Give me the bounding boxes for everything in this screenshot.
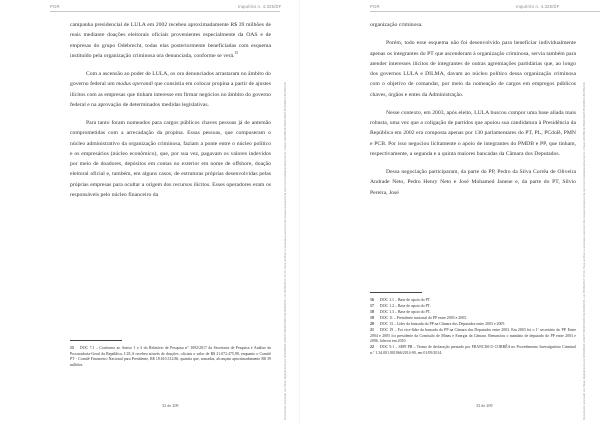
paragraph: Porém, todo esse esquema não foi desenvolvido para beneficiar individualmente apenas os integrantes do PT que ascenderam à organização criminosa, servia também para atender interesses ilícitos de integrantes de outras agremiações partidárias que, ao longo dos governos LULA e DILMA, davam ao núcleo político dessa organização criminosa com o objetivo de comandar, por meio da nomeação de cargos em empregos públicos chaves, órgãos e entes da Administração. — [370, 40, 576, 98]
paragraph: Nesse contexto, em 2003, após eleito, LULA buscou compor uma base aliada mais robusta, uma vez que a coligação de partidos que apoiou sua candidatura à Presidência da República em 2002 era composta apenas por 130 parlamentares do PT, PL, PCdoB, PMN e PCB. Por isso negociou lícitamente o apoio de integrantes do PMDB e PP, que tinham, respectivamente, a segunda e a quinta maiores bancadas da Câmara dos Deputados. — [370, 109, 576, 157]
paragraph-text: campanha presidencial de LULA em 2002 recebeu aproximadamente R$ 39 milhões de reais mediante doações eleitorais oficiais provenientes especialmente da OAS e de empresas do grupo Odebrecht, todas elas posteriormente beneficiadas com esquema instituído pela organização criminosa ora denunciada, conforme se verá. — [70, 22, 271, 59]
footnote-text: DOC 13 – Líder da bancada do PP na Câmara dos Deputados entre 2003 e 2005. — [379, 322, 506, 326]
footnote — [370, 316, 576, 322]
footnote — [70, 346, 271, 368]
footnote — [370, 328, 576, 345]
footnote-text: DOC 1.3 – Base de apoio do PT. — [379, 310, 431, 314]
right-page — [300, 0, 600, 424]
footnote-text: DOC 19 – Foi vice-líder da bancada do PP na Câmara dos Deputados entre 2003. Em 2003 foi o 1º secretário do PP. Entre 2004 e 2005 foi presidente da Comissão de Minas e Energia da Câmara. Renunciou o mandato de deputado do PP entre 2003 e 2006, faleceu em 2010. — [370, 328, 576, 344]
footnote-number: 16 — [370, 298, 374, 302]
running-header-right: Inquérito n. 4.325/DF — [516, 4, 560, 9]
footnote-text: DOC 1.2 – Base de apoio do PT. — [379, 304, 431, 308]
running-header-left: PGR — [50, 4, 60, 9]
italic-phrase: modus operandi — [116, 81, 153, 88]
footnote-number: 15 — [70, 346, 74, 350]
footnote — [370, 345, 576, 356]
footnote-number: 18 — [370, 310, 374, 314]
body-text — [370, 20, 576, 198]
footnote-separator — [70, 340, 122, 341]
header-rule — [370, 11, 600, 12]
paragraph: Com a ascensão ao poder de LULA, os ora denunciados arrastaram no âmbito do governo federal um modus operandi que consistia em colocar propina a partir de ajustes ilícitos com as empresas que tinham interesse em firmar negócios no âmbito do governo federal e na aprovação de determinados medidas legislativas. — [70, 71, 271, 108]
page-number: 33 de 209 — [476, 403, 493, 408]
margin-note-text: Documento assinado via Token digitalmente por RODRIGO JANOT MONTEIRO DE BARROS, em 05/09/2017 17:23. Para verificar a assinatura acesse http://www.transparencia.mpf.mp.br/validacaodocumento. Chave 20A0B91E.B6E1DE38.B7A03BC3.8F6B3A4C — [582, 82, 586, 420]
footnote-ref[interactable]: 15 — [234, 50, 239, 55]
footnote-number: 22 — [370, 345, 374, 349]
footnote — [370, 322, 576, 328]
footnote — [370, 304, 576, 310]
margin-signature-note — [583, 60, 593, 420]
paragraph: Para tanto foram nomeados para cargos públicos chaves pessoas já de antemão comprometidas com a arrecadação da propina. Essas pessoas, que compuseram o núcleo administrativo da organização criminosa, faziam a ponte entre o núcleo político e os empresários (núcleo econômico), que, por sua vez, pagavam os valores indevidos por meio de doadores, depósitos em contas no exterior em nome de offshore, doação eleitoral oficial e, também, em alguns casos, de estruturas próprias desenvolvidas pelas próprias empresas para ocultar a origem dos recursos ilícitos. Esses operadores eram os responsáveis pelo núcleo financeiro da — [70, 120, 271, 198]
running-header-left: PGR — [370, 4, 380, 9]
footnote — [370, 298, 576, 304]
footnote-separator — [370, 292, 422, 293]
page-number: 32 de 209 — [162, 403, 179, 408]
margin-signature-note — [284, 60, 294, 420]
footnote-text: DOC 9.1 – SEPI PR – Termo de declaração prestado por FRANCISCO CORRÊA no Procedimento Investigatório Criminal n.° 1.34.001.001066/2014-90, em 01/09/2014. — [370, 345, 576, 355]
body-text — [70, 20, 271, 200]
margin-note-text: Documento assinado via Token digitalmente por RODRIGO JANOT MONTEIRO DE BARROS, em 05/09/2017 17:23. Para verificar a assinatura acesse http://www.transparencia.mpf.mp.br/validacaodocumento. Chave 20A0B91E.B6E1DE38.B7A03BC3.8F6B3A4C — [283, 82, 287, 420]
running-header-right: Inquérito n. 4.325/DF — [238, 4, 282, 9]
footnote-number: 19 — [370, 316, 374, 320]
footnote-number: 21 — [370, 328, 374, 332]
paragraph: Dessa negociação participaram, da parte do PP, Pedro da Silva Corrêa de Oliveira Andrade Neto, Pedro Henry Neto e José Mohamed Janene e, da parte do PT, Silvio Pereira, José — [370, 169, 576, 196]
footnote-number: 20 — [370, 322, 374, 326]
paragraph: organização criminosa. — [370, 22, 423, 28]
footnote-number: 17 — [370, 304, 374, 308]
footnote-text: DOC 11 – Presidente nacional do PP entre 2003 e 2005. — [379, 316, 468, 320]
footnote-text: DOC 7.1 – Conforme ao Anexo 1 e 3 do Relatório de Pesquisa n° 1092/2017 da Secretaria de Pesquisa e Análise da Procuradoria-Geral da República, LULA recebeu através de doações, oficiais o valor de R$ 21.072.475,98, enquanto o Comitê PT - Comitê Financeiro Nacional para Presidente, R$ 18.610.312,86, quantia que, somadas, alcançam aproximadamente R$ 39 milhões. — [70, 346, 271, 367]
footnote — [370, 310, 576, 316]
footnote-text: DOC 1.1 – Base de apoio do PT. — [379, 298, 431, 302]
header-rule — [50, 11, 280, 12]
paragraph — [70, 20, 271, 61]
